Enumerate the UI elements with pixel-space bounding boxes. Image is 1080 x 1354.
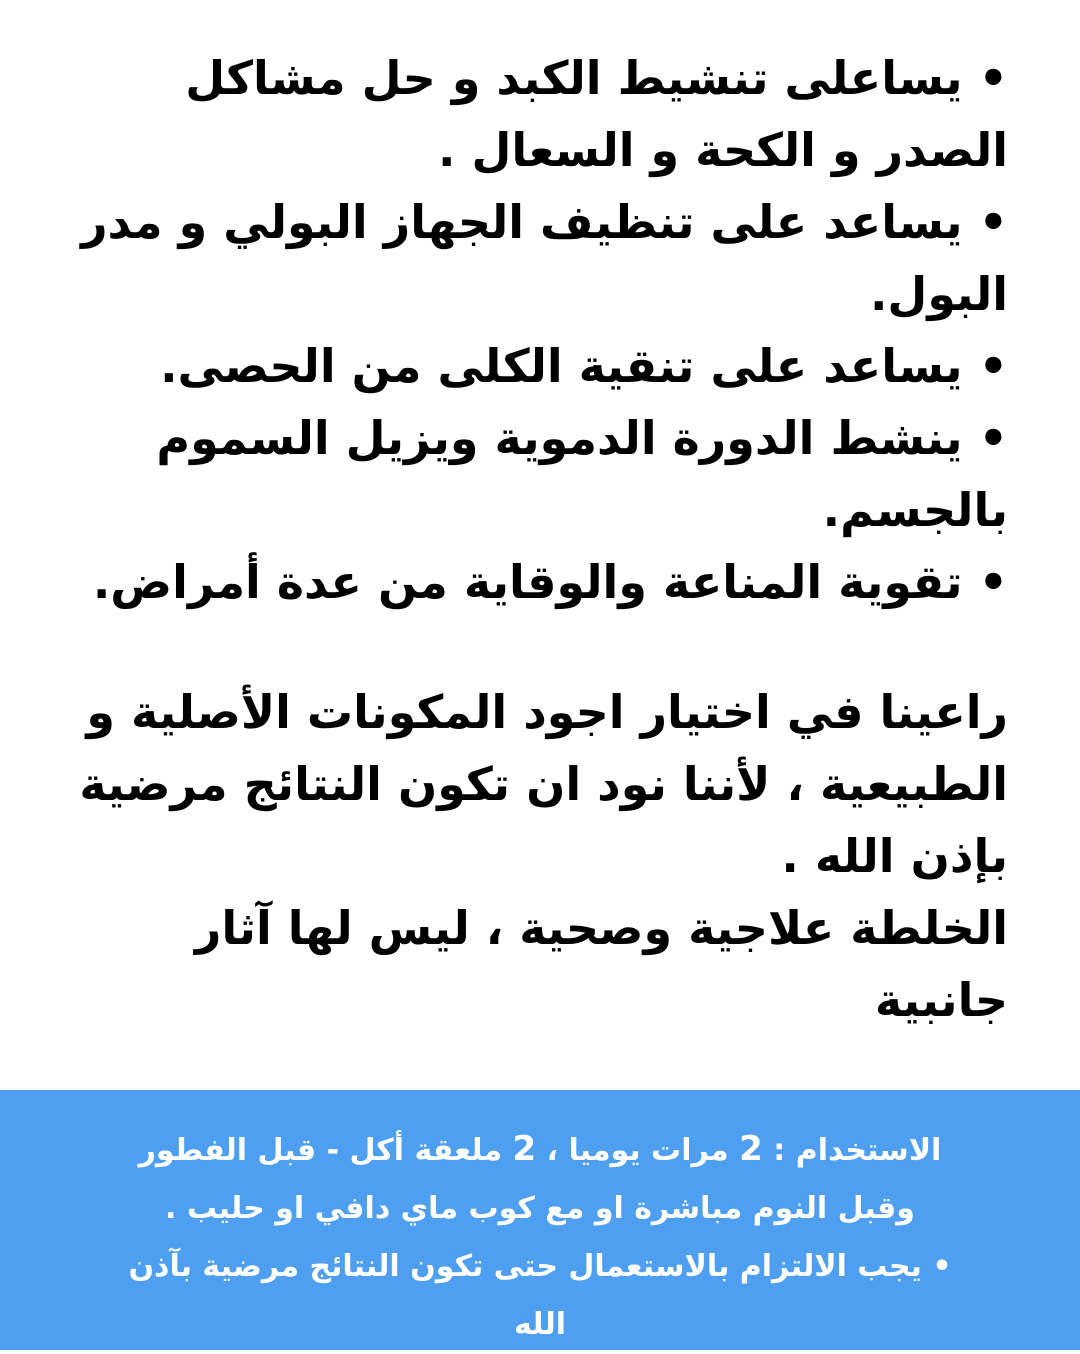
section-spacer [60, 618, 1008, 676]
benefit-item-liver: • يساعلى تنشيط الكبد و حل مشاكل الصدر و الكحة و السعال . [185, 51, 1008, 177]
usage-instructions [100, 1120, 980, 1238]
usage-times-count: 2 [739, 1129, 763, 1169]
usage-spoons-text: ملعقة أكل - قبل الفطور وقبل النوم مباشرة او مع كوب ماي دافي او حليب . [138, 1133, 915, 1226]
safety-paragraph: الخلطة علاجية وصحية ، ليس لها آثار جانبية [194, 901, 1008, 1027]
usage-footer [0, 1090, 1080, 1350]
benefits-list [60, 42, 1008, 618]
main-content [60, 42, 1008, 1036]
usage-times-text: مرات يوميا ، [546, 1133, 729, 1168]
benefit-item-urinary: • يساعد على تنظيف الجهاز البولي و مدر البول. [81, 195, 1008, 321]
benefit-item-circulation: • ينشط الدورة الدموية ويزيل السموم بالجسم. [156, 411, 1008, 537]
benefit-item-kidney: • يساعد على تنقية الكلى من الحصى. [160, 339, 1008, 393]
usage-spoons-count: 2 [512, 1129, 537, 1169]
usage-note: • يجب الالتزام بالاستعمال حتى تكون النتائج مرضية بآذن الله [128, 1249, 952, 1342]
usage-label: الاستخدام : [773, 1133, 942, 1168]
benefit-item-immunity: • تقوية المناعة والوقاية من عدة أمراض. [92, 555, 1008, 609]
quality-paragraph: راعينا في اختيار اجود المكونات الأصلية و الطبيعية ، لأننا نود ان تكون النتائج مرضية بإذن الله . [79, 685, 1008, 883]
